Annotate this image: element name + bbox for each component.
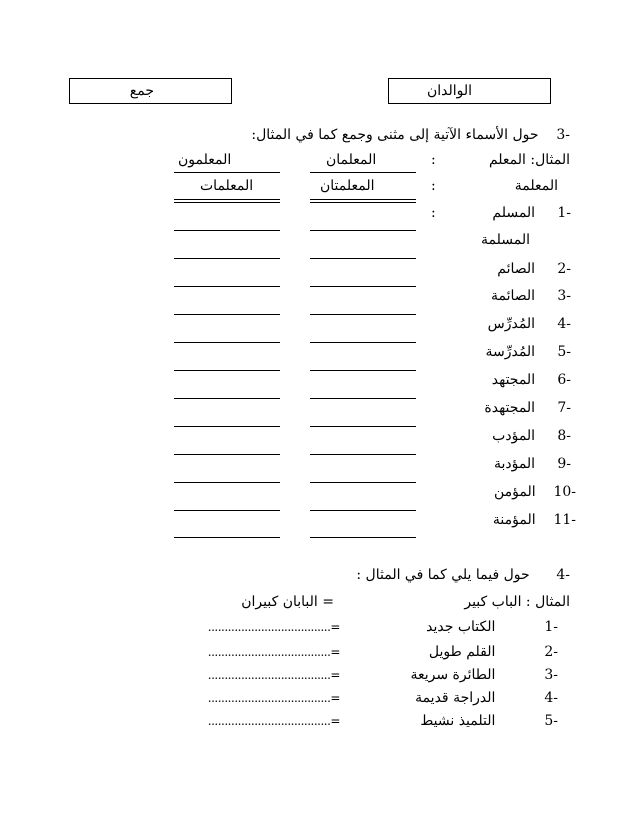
item-number: -4 (557, 316, 571, 332)
answer-line-dual[interactable] (310, 426, 416, 427)
answer-line-plural[interactable] (174, 537, 280, 538)
section4-answer-4[interactable]: =..................................... (207, 691, 340, 705)
answer-line-plural[interactable] (174, 230, 280, 231)
example-row-2-word: المعلمة (514, 178, 558, 194)
header-box-right (388, 78, 551, 104)
section4-item-3 (410, 666, 558, 684)
section3-number: -3 (556, 127, 570, 143)
section3-item-4 (488, 315, 571, 333)
answer-line-plural[interactable] (174, 398, 280, 399)
section3-item-1 (492, 204, 571, 222)
item-word: المسلم (492, 205, 536, 221)
item-number: -5 (557, 344, 571, 360)
section3-heading (251, 126, 570, 144)
item-word: المؤدب (492, 428, 536, 444)
item-text: القلم طويل (428, 644, 496, 660)
item-number: -3 (544, 667, 558, 683)
answer-line-plural[interactable] (174, 482, 280, 483)
answer-line-dual[interactable] (310, 202, 416, 203)
item-word: المجتهدة (484, 400, 536, 416)
item-text: الدراجة قديمة (415, 690, 496, 706)
section3-item-5 (485, 343, 571, 361)
item-word: المجتهد (491, 372, 536, 388)
example-row-1-plural-line (174, 172, 280, 173)
example-row-2-plural: المعلمات (200, 178, 254, 194)
answer-line-dual[interactable] (310, 482, 416, 483)
item-word: المؤمنة (492, 512, 536, 528)
section4-item-1 (426, 618, 558, 636)
answer-line-plural[interactable] (174, 202, 280, 203)
item-number: -8 (557, 428, 571, 444)
answer-line-dual[interactable] (310, 454, 416, 455)
item-word: المُدرِّسة (485, 344, 536, 360)
section3-item-1b: المسلمة (481, 232, 530, 248)
answer-line-dual[interactable] (310, 510, 416, 511)
section4-example-left: المثال : الباب كبير (464, 594, 570, 610)
example-row-1-dual-line (310, 172, 416, 173)
answer-line-plural[interactable] (174, 342, 280, 343)
header-box-left (69, 78, 232, 104)
section4-item-2 (429, 643, 558, 661)
section4-example-right: = البابان كبيران (241, 594, 334, 610)
header-box-right-label: الوالدان (426, 83, 472, 99)
example-row-1-dual: المعلمان (326, 152, 377, 168)
item-number: -7 (557, 400, 571, 416)
section3-item-6 (492, 371, 571, 389)
section4-item-5 (420, 712, 558, 730)
item-text: التلميذ نشيط (420, 713, 496, 729)
answer-line-plural[interactable] (174, 426, 280, 427)
header-box-left-label: جمع (129, 83, 154, 99)
item-number: -2 (544, 644, 558, 660)
section3-item-1-colon: : (431, 205, 436, 221)
section4-heading (356, 566, 570, 584)
item-text: الكتاب جديد (426, 619, 496, 635)
item-number: -1 (557, 205, 571, 221)
section3-item-3 (491, 287, 571, 305)
answer-line-dual[interactable] (310, 230, 416, 231)
example-row-2-colon: : (431, 178, 436, 194)
section4-answer-3[interactable]: =..................................... (207, 668, 340, 682)
answer-line-plural[interactable] (174, 510, 280, 511)
answer-line-dual[interactable] (310, 258, 416, 259)
section4-answer-5[interactable]: =..................................... (207, 714, 340, 728)
item-number: -4 (544, 690, 558, 706)
answer-line-plural[interactable] (174, 454, 280, 455)
answer-line-dual[interactable] (310, 342, 416, 343)
answer-line-plural[interactable] (174, 286, 280, 287)
section4-item-4 (415, 689, 558, 707)
item-number: -1 (544, 619, 558, 635)
item-word: المؤدبة (493, 456, 536, 472)
answer-line-dual[interactable] (310, 314, 416, 315)
section3-item-11 (493, 511, 576, 529)
answer-line-plural[interactable] (174, 370, 280, 371)
answer-line-plural[interactable] (174, 258, 280, 259)
section3-item-7 (484, 399, 571, 417)
item-number: -6 (557, 372, 571, 388)
section3-instruction: حول الأسماء الآتية إلى مثنى وجمع كما في المثال: (251, 127, 539, 143)
item-word: المُدرِّس (487, 316, 536, 332)
item-number: -2 (557, 261, 571, 277)
answer-line-plural[interactable] (174, 314, 280, 315)
item-number: -9 (557, 456, 571, 472)
section3-item-2 (497, 260, 571, 278)
answer-line-dual[interactable] (310, 286, 416, 287)
section4-answer-2[interactable]: =..................................... (207, 645, 340, 659)
section4-number: -4 (556, 567, 570, 583)
section4-answer-1[interactable]: =..................................... (207, 620, 340, 634)
example-row-2-dual-line (310, 199, 416, 200)
section4-instruction: حول فيما يلي كما في المثال : (356, 567, 530, 583)
item-word: المؤمن (493, 484, 536, 500)
example-row-1-plural: المعلمون (178, 152, 232, 168)
item-number: -10 (553, 484, 576, 500)
item-number: -11 (553, 512, 576, 528)
answer-line-dual[interactable] (310, 398, 416, 399)
section3-item-9 (494, 455, 571, 473)
item-number: -5 (544, 713, 558, 729)
item-number: -3 (557, 288, 571, 304)
item-word: الصائم (497, 261, 536, 277)
example-row-2-plural-line (174, 199, 280, 200)
example-row-1-word: المثال: المعلم (488, 152, 570, 168)
answer-line-dual[interactable] (310, 537, 416, 538)
item-text: الطائرة سريعة (410, 667, 496, 683)
example-row-2-dual: المعلمتان (320, 178, 375, 194)
example-row-1-colon: : (431, 152, 436, 168)
section3-item-10 (494, 483, 576, 501)
item-word: الصائمة (491, 288, 536, 304)
answer-line-dual[interactable] (310, 370, 416, 371)
section3-item-8 (492, 427, 571, 445)
